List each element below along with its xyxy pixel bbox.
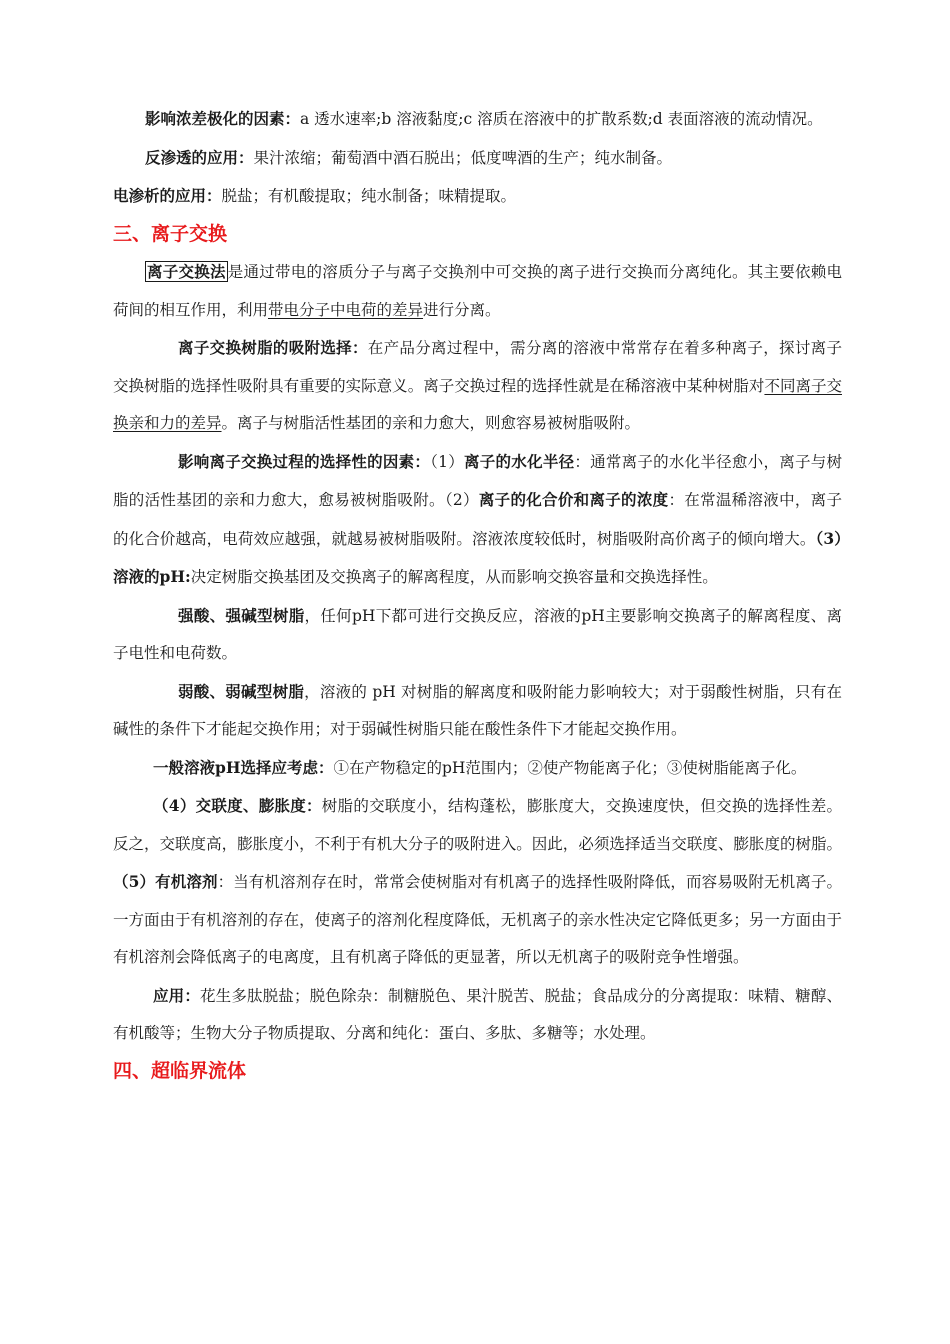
paragraph-ion-exchange-definition [113,253,842,329]
term-heading: （5）有机溶剂 [113,872,218,891]
paragraph-text: ①在产物稳定的pH范围内；②使产物能离子化；③使树脂能离子化。 [333,758,807,777]
term-heading: （4）交联度、膨胀度： [153,796,322,815]
term-heading: 弱酸、弱碱型树脂 [178,681,305,701]
underlined-phrase: 不同离子交换亲和力的差异 [113,376,842,432]
term-heading: 强酸、强碱型树脂 [178,605,305,625]
paragraph-text: ，任何pH下都可进行交换反应，溶液的pH主要影响交换离子的解离程度、离子电性和电荷数。 [113,606,842,662]
paragraph-text: 果汁浓缩；葡萄酒中酒石脱出；低度啤酒的生产；纯水制备。 [253,148,673,167]
term-heading: 影响离子交换过程的选择性的因素： [178,451,431,471]
paragraph-text: 进行分离。 [423,300,501,319]
term-heading: 影响浓差极化的因素： [145,109,301,128]
paragraph-text: ：在常温稀溶液中，离子的化合价越高，电荷效应越强，就越易被树脂吸附。溶液浓度较低时，树脂吸附高价离子的倾向增大。 [113,491,842,548]
paragraph-strong-resins [113,597,842,673]
paragraph-text: （1） [430,452,465,471]
term-heading: 一般溶液pH选择应考虑： [153,757,334,777]
boxed-term: 离子交换法 [147,262,226,281]
paragraph-electrodialysis [113,177,842,216]
paragraph-text: ，溶液的 pH 对树脂的解离度和吸附能力影响较大；对于弱酸性树脂，只有在碱性的条件下才能起交换作用；对于弱碱性树脂只能在酸性条件下才能起交换作用。 [113,682,842,738]
paragraph-selectivity-factors [113,443,842,597]
term-heading: 离子的水化半径 [464,451,575,471]
paragraph-text: a 透水速率;b 溶液黏度;c 溶质在溶液中的扩散系数;d 表面溶液的流动情况。 [300,110,823,128]
paragraph-text: 决定树脂交换基团及交换离子的解离程度，从而影响交换容量和交换选择性。 [190,568,718,586]
term-heading: 离子的化合价和离子的浓度 [478,490,669,509]
paragraph-applications [113,977,842,1053]
paragraph-text: 。离子与树脂活性基团的亲和力愈大，则愈容易被树脂吸附。 [221,414,641,432]
paragraph-resin-selectivity [113,329,842,443]
paragraph-text: 是通过带电的溶质分子与离子交换剂中可交换的离子进行交换而分离纯化。其主要依赖电荷间的相互作用，利用 [113,263,842,319]
paragraph-text: 树脂的交联度小，结构蓬松，膨胀度大，交换速度快，但交换的选择性差。反之，交联度高，膨胀度小，不利于有机大分子的吸附进入。因此，必须选择适当交联度、膨胀度的树脂。 [113,797,842,853]
section-heading-ion-exchange: 三、离子交换 [113,222,228,245]
paragraph-text: ：通常离子的水化半径愈小，离子与树脂的活性基团的亲和力愈大，愈易被树脂吸附。（2） [113,452,842,509]
term-heading: 电渗析的应用： [113,186,222,205]
section-heading-supercritical-fluid: 四、超临界流体 [113,1059,247,1082]
paragraph-weak-resins [113,673,842,749]
paragraph-text: 花生多肽脱盐；脱色除杂：制糖脱色、果汁脱苦、脱盐；食品成分的分离提取：味精、糖醇、有机酸等；生物大分子物质提取、分离和纯化：蛋白、多肽、多糖等；水处理。 [113,986,842,1042]
paragraph-text: ：当有机溶剂存在时，常常会使树脂对有机离子的选择性吸附降低，而容易吸附无机离子。一方面由于有机溶剂的存在，使离子的溶剂化程度降低，无机离子的亲水性决定它降低更多；另一方面由于有机溶剂会降低离子的电离度，且有机离子降低的更显著，所以无机离子的吸附竞争性增强。 [113,873,842,966]
term-heading: （3）溶液的pH: [113,528,842,586]
term-heading: 离子交换树脂的吸附选择： [178,338,368,357]
term-heading: 应用： [153,985,200,1005]
term-heading: 反渗透的应用： [145,147,254,167]
paragraph-text: 脱盐；有机酸提取；纯水制备；味精提取。 [221,187,517,205]
paragraph-ph-selection [113,749,842,788]
paragraph-text: 在产品分离过程中，需分离的溶液中常常存在着多种离子，探讨离子交换树脂的选择性吸附具有重要的实际意义。离子交换过程的选择性就是在稀溶液中某种树脂对 [113,339,842,395]
paragraph-concentration-polarization [113,100,842,139]
paragraph-crosslinking-solvents [113,787,842,977]
underlined-phrase: 带电分子中电荷的差异 [268,300,424,319]
paragraph-reverse-osmosis [113,139,842,178]
